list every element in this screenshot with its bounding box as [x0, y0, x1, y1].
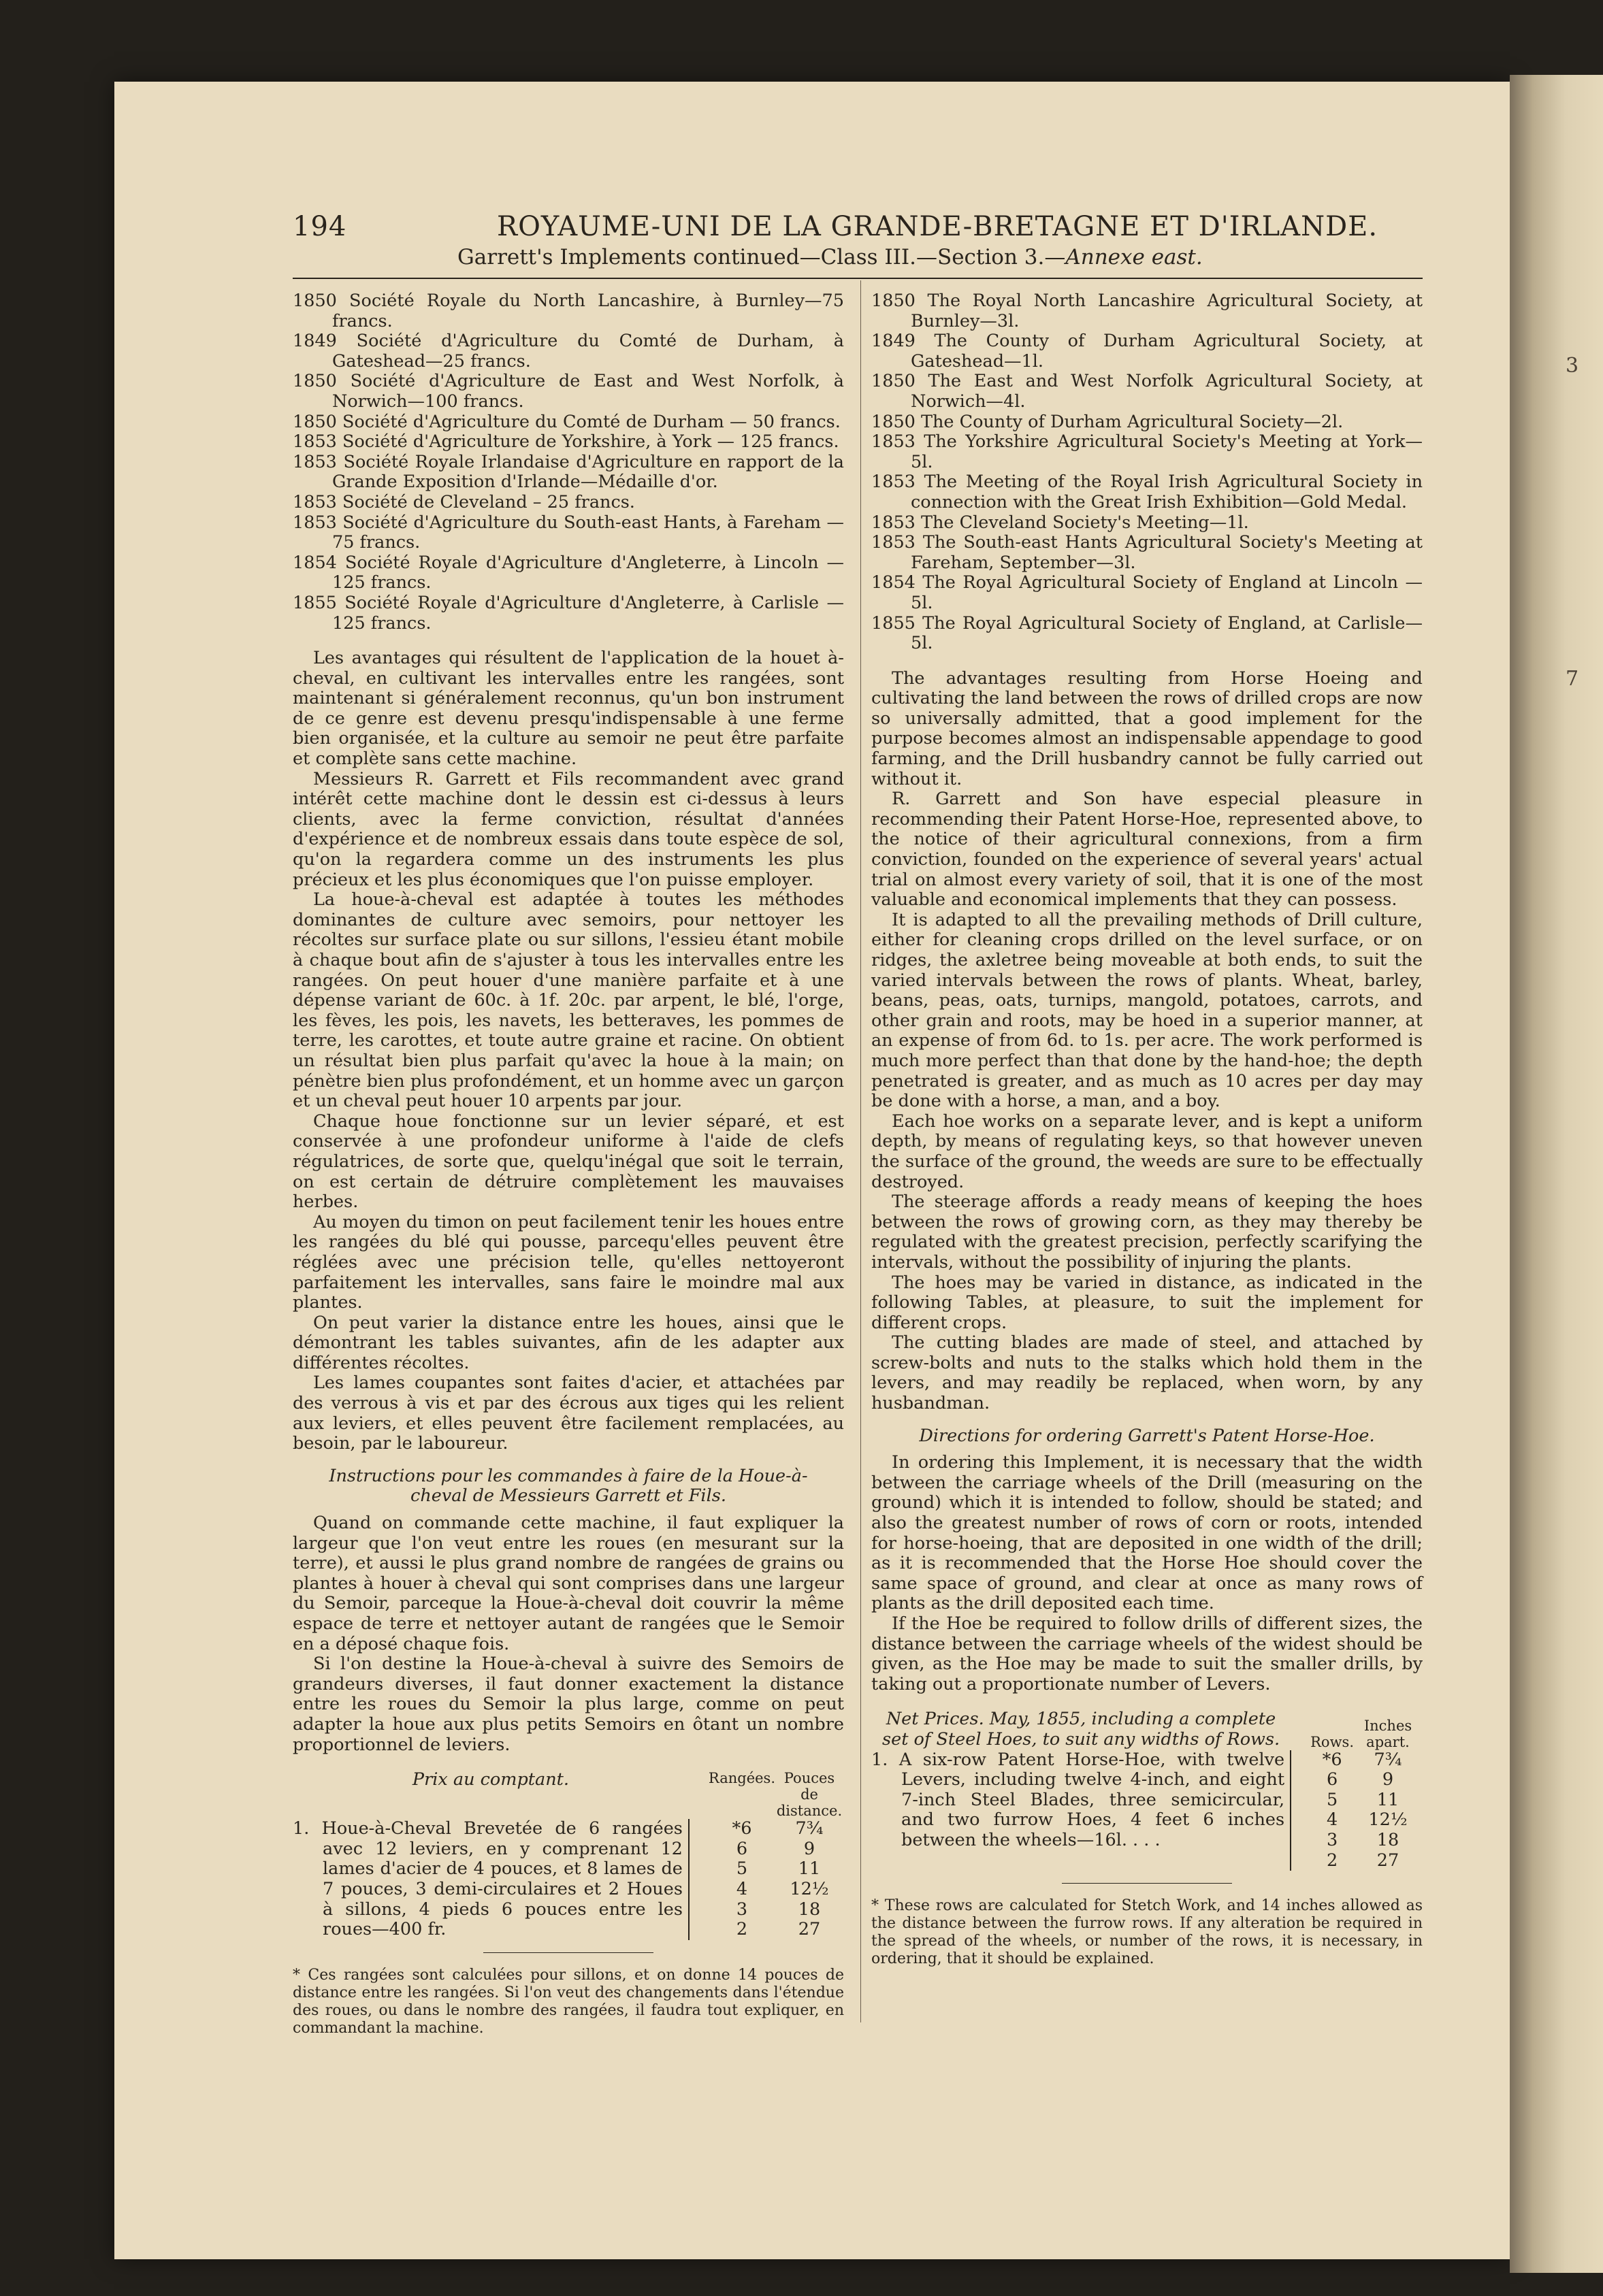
price-table [293, 1770, 844, 1940]
paragraph: R. Garrett and Son have especial pleasure in recommending their Patent Horse-Hoe, represented above, to the notice of their agricultural connexions, from a firm conviction, founded on the experience of several years' actual trial on almost every variety of soil, that it is one of the most valuable and economical implements that they can possess. [871, 789, 1423, 911]
dist-value: 27 [1376, 1850, 1399, 1871]
dist-value: 27 [798, 1919, 821, 1940]
paragraph: The hoes may be varied in distance, as indicated in the following Tables, at pleasure, to suit the implement for different crops. [871, 1272, 1423, 1333]
instructions-heading: Instructions pour les commandes à faire de la Houe-à-cheval de Messieurs Garrett et Fils. [329, 1465, 808, 1507]
price-table [871, 1709, 1423, 1871]
page-number: 194 [293, 211, 347, 242]
body-text [871, 669, 1423, 1414]
award-entry: 1849 The County of Durham Agricultural Society, at Gateshead—1l. [871, 331, 1423, 372]
award-entry: 1850 The County of Durham Agricultural Society—2l. [871, 411, 1344, 432]
footnote: * These rows are calculated for Stetch Work, and 14 inches allowed as the distance between the furrow rows. If any alteration be required in the spread of the wheels, or number of the rows, it is necessary, in ordering, that it should be explained. [871, 1897, 1423, 1968]
award-entry: 1854 Société Royale d'Agriculture d'Angleterre, à Lincoln — 125 francs. [293, 552, 844, 593]
award-entry: 1853 Société Royale Irlandaise d'Agriculture en rapport de la Grande Exposition d'Irlande—Médaille d'or. [293, 451, 844, 493]
award-entry: 1853 Société d'Agriculture du South-east Hants, à Fareham —75 francs. [293, 512, 844, 553]
paragraph: The advantages resulting from Horse Hoeing and cultivating the land between the rows of drilled crops are now so universally admitted, that a good implement for the purpose becomes almost an indispensable appendage to good farming, and the Drill husbandry cannot be fully carried out without it. [871, 668, 1423, 789]
rows-value: 2 [1326, 1850, 1338, 1871]
award-entry: 1855 The Royal Agricultural Society of England, at Carlisle—5l. [871, 612, 1423, 654]
rows-value: *6 [1322, 1749, 1342, 1770]
paragraph: Each hoe works on a separate lever, and is kept a uniform depth, by means of regulating keys, so that however uneven the surface of the ground, the weeds are sure to be effectually destroyed. [871, 1111, 1423, 1192]
rows-value: 2 [736, 1919, 748, 1940]
paragraph: On peut varier la distance entre les houes, ainsi que le démontrant les tables suivantes, afin de les adapter aux différentes récoltes. [293, 1312, 844, 1373]
award-entry: 1850 The East and West Norfolk Agricultural Society, at Norwich—4l. [871, 371, 1423, 412]
column-divider [860, 280, 861, 2022]
dist-value: 7¾ [795, 1818, 824, 1839]
paragraph: Au moyen du timon on peut facilement tenir les houes entre les rangées du blé qui pousse, parcequ'elles peuvent être réglées avec une précision telle, qu'elles nettoyeront parfaitement les intervalles, sans faire le moindre mal aux plantes. [293, 1211, 844, 1313]
award-entry: 1850 Société d'Agriculture de East and West Norfolk, à Norwich—100 francs. [293, 371, 844, 412]
award-entry: 1855 Société Royale d'Agriculture d'Angleterre, à Carlisle —125 francs. [293, 592, 844, 634]
rows-value: 5 [736, 1858, 748, 1880]
footnote: * Ces rangées sont calculées pour sillons, et on donne 14 pouces de distance entre les rangées. Si l'on veut des changements dans l'étendue des roues, ou dans le nombre des rangées, il faudra tout expliquer, en commandant la machine. [293, 1966, 844, 2037]
award-entry: 1854 The Royal Agricultural Society of England at Lincoln — 5l. [871, 572, 1423, 613]
instructions-heading: Directions for ordering Garrett's Patent Horse-Hoe. [919, 1425, 1375, 1446]
rows-value: 3 [736, 1899, 748, 1920]
english-column [871, 291, 1423, 1983]
rows-value: *6 [732, 1818, 752, 1839]
dist-value: 11 [1376, 1789, 1399, 1810]
body-text [293, 649, 844, 1454]
dist-value: 12½ [1368, 1809, 1408, 1831]
brace [1291, 1750, 1310, 1871]
award-entry: 1853 The Meeting of the Royal Irish Agricultural Society in connection with the Great Irish Exhibition—Gold Medal. [871, 472, 1423, 512]
col-rows-header: Rows. [1310, 1733, 1354, 1750]
rows-value: 3 [1326, 1829, 1338, 1850]
paragraph: In ordering this Implement, it is necessary that the width between the carriage wheels of the Drill (measuring on the ground) which it is intended to follow, should be stated; and also the greatest number of rows of corn or roots, intended for horse-hoeing, that are deposited in one width of the drill; as it is recommended that the Horse Hoe should cover the same space of ground, and clear at once as many rows of plants as the drill deposited each time. [871, 1452, 1423, 1614]
award-entry: 1853 The Yorkshire Agricultural Society's Meeting at York—5l. [871, 431, 1423, 472]
paragraph: Les avantages qui résultent de l'application de la houet à-cheval, en cultivant les intervalles entre les rangées, sont maintenant si généralement reconnus, qu'un bon instrument de ce genre est devenu presqu'indispensable à une ferme bien organisée, et la culture au semoir ne peut être parfaite et complète sans cette machine. [293, 648, 844, 770]
award-entry: 1850 Société d'Agriculture du Comté de Durham — 50 francs. [293, 411, 841, 432]
col-dist-header: Inches apart. [1363, 1717, 1412, 1750]
paragraph: The steerage affords a ready means of keeping the hoes between the rows of growing corn, as they may thereby be regulated with the greatest precision, perfectly scarifying the intervals, without the possibility of injuring the plants. [871, 1192, 1423, 1273]
running-title: ROYAUME-UNI DE LA GRANDE-BRETAGNE ET D'IRLANDE. [497, 211, 1378, 242]
footnote-rule [1062, 1883, 1232, 1884]
book-spine [1510, 75, 1603, 2273]
paragraph: Chaque houe fonctionne sur un levier séparé, et est conservée à une profondeur uniforme à l'aide de clefs régulatrices, de sorte que, quelqu'inégal que soit le terrain, on est certain de détruire complètement les mauvaises herbes. [293, 1111, 844, 1213]
rows-value: 6 [1326, 1769, 1338, 1790]
footnote-rule [483, 1952, 653, 1953]
paragraph: The cutting blades are made of steel, and attached by screw-bolts and nuts to the stalks which hold them in the levers, and may readily be replaced, when worn, by any husbandman. [871, 1332, 1423, 1414]
header-rule [293, 278, 1423, 279]
award-list [293, 291, 844, 634]
instructions-text [293, 1513, 844, 1755]
section-subtitle [457, 245, 1274, 269]
dist-value: 9 [803, 1838, 815, 1859]
rows-value: 4 [1326, 1809, 1338, 1831]
award-entry: 1853 Société de Cleveland – 25 francs. [293, 491, 635, 512]
rows-value: 4 [736, 1878, 748, 1899]
col-dist-header: Pouces de distance. [776, 1770, 843, 1820]
rows-value: 6 [736, 1838, 748, 1859]
award-entry: 1850 Société Royale du North Lancashire, à Burnley—75 francs. [293, 291, 844, 331]
award-entry: 1849 Société d'Agriculture du Comté de Durham, à Gateshead—25 francs. [293, 331, 844, 372]
edge-mark: 7 [1566, 667, 1579, 691]
price-item: 1. Houe-à-Cheval Brevetée de 6 rangées avec 12 leviers, en y comprenant 12 lames d'acier de 4 pouces, et 8 lames de 7 pouces, 3 demi-circulaires et 2 Houes à sillons, 4 pieds 6 pouces entre les roues—400 fr. [293, 1818, 683, 1940]
paragraph: La houe-à-cheval est adaptée à toutes les méthodes dominantes de culture avec semoirs, pour nettoyer les récoltes sur surface plate ou sur sillons, l'essieu étant mobile à chaque bout afin de s'ajuster à tous les intervalles entre les rangées. On peut houer d'une manière parfaite et à une dépense variant de 60c. à 1f. 20c. par arpent, le blé, l'orge, les fèves, les pois, les navets, les betteraves, les pommes de terre, les carottes, et toute autre graine et racine. On obtient un résultat bien plus parfait qu'avec la houe à la main; on pénètre bien plus profondément, et un homme avec un garçon et un cheval peut houer 10 arpents par jour. [293, 889, 844, 1112]
paragraph: It is adapted to all the prevailing methods of Drill culture, either for cleaning crops drilled on the level surface, or on ridges, the axletree being moveable at both ends, to suit the varied intervals between the rows of plants. Wheat, barley, beans, peas, oats, turnips, mangold, potatoes, carrots, and other grain and roots, may be hoed in a superior manner, at an expense of from 6d. to 1s. per acre. The work performed is much more perfect than that done by the hand-hoe; the depth penetrated is greater, and as much as 10 acres per day may be done with a horse, a man, and a boy. [871, 909, 1423, 1112]
rows-value: 5 [1326, 1789, 1338, 1810]
french-column [293, 291, 844, 2052]
dist-value: 18 [798, 1899, 821, 1920]
subtitle-italic: Annexe east. [1065, 245, 1203, 269]
paragraph: If the Hoe be required to follow drills of different sizes, the distance between the carriage wheels of the widest should be given, as the Hoe may be made to suit the smaller drills, by taking out a proportionate number of Levers. [871, 1613, 1423, 1694]
col-rows-header: Rangées. [708, 1770, 775, 1787]
paragraph: Quand on commande cette machine, il faut expliquer la largeur que l'on veut entre les roues (en mesurant sur la terre), et aussi le plus grand nombre de rangées de grains ou plantes à houer à cheval qui sont comprises dans une largeur du Semoir, parceque la Houe-à-cheval doit couvrir la même espace de terre et nettoyer autant de rangées que le Semoir en a déposé chaque fois. [293, 1513, 844, 1654]
award-entry: 1850 The Royal North Lancashire Agricultural Society, at Burnley—3l. [871, 291, 1423, 331]
brace [689, 1819, 709, 1940]
paragraph: Messieurs R. Garrett et Fils recommandent avec grand intérêt cette machine dont le dessin est ci-dessus à leurs clients, avec la ferme conviction, résultat d'années d'expérience et de nombreux essais dans toute espèce de sol, qu'on la regardera comme un des instruments les plus précieux et les plus économiques que l'on puisse employer. [293, 768, 844, 890]
dist-value: 11 [798, 1858, 821, 1880]
dist-value: 12½ [790, 1878, 829, 1899]
instructions-text [871, 1453, 1423, 1694]
subtitle-main: Garrett's Implements continued—Class III.—Section 3.— [457, 245, 1066, 269]
dist-value: 7¾ [1374, 1749, 1402, 1770]
award-entry: 1853 Société d'Agriculture de Yorkshire, à York — 125 francs. [293, 431, 839, 453]
award-entry: 1853 The South-east Hants Agricultural Society's Meeting at Fareham, September—3l. [871, 532, 1423, 573]
dist-value: 9 [1382, 1769, 1394, 1790]
edge-mark: 3 [1566, 354, 1579, 378]
price-title: Prix au comptant. [412, 1769, 569, 1790]
price-item: 1. A six-row Patent Horse-Hoe, with twelve Levers, including twelve 4-inch, and eight 7-inch Steel Blades, three semicircular, and two furrow Hoes, 4 feet 6 inches between the wheels—16l. . . . [871, 1749, 1285, 1850]
dist-value: 18 [1376, 1829, 1399, 1850]
paragraph: Les lames coupantes sont faites d'acier, et attachées par des verrous à vis et par des écrous aux tiges qui les relient aux leviers, et elles peuvent être facilement remplacées, au besoin, par le laboureur. [293, 1373, 844, 1454]
award-entry: 1853 The Cleveland Society's Meeting—1l. [871, 512, 1249, 533]
award-list [871, 291, 1423, 654]
price-title: Net Prices. May, 1855, including a complete set of Steel Hoes, to suit any widths of Rows. [882, 1709, 1280, 1750]
paragraph: Si l'on destine la Houe-à-cheval à suivre des Semoirs de grandeurs diverses, il faut donner exactement la distance entre les roues du Semoir la plus large, comme on peut adapter la houe aux plus petits Semoirs en ôtant un nombre proportionnel de leviers. [293, 1654, 844, 1755]
